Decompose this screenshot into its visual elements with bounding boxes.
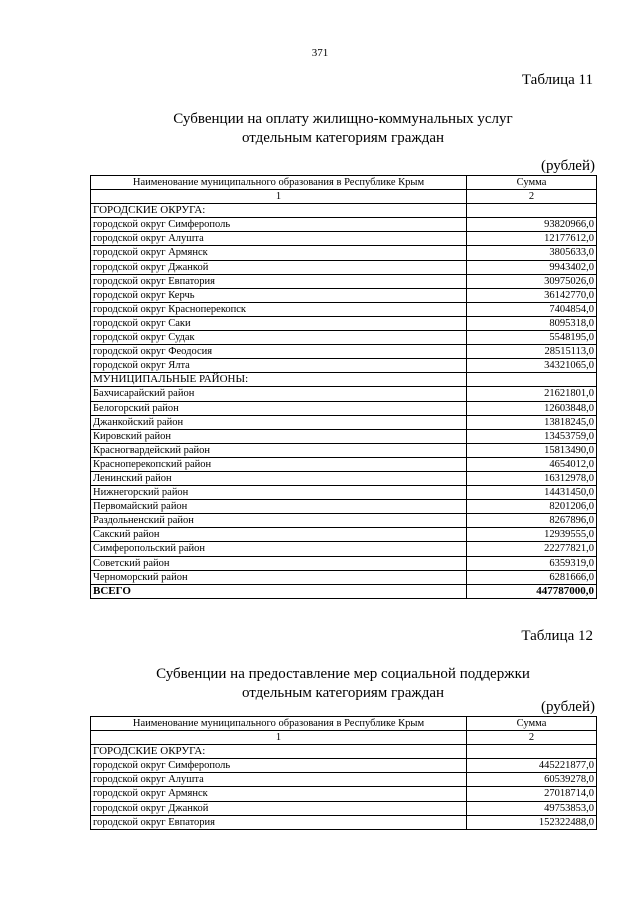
table-row xyxy=(91,359,597,373)
table-row xyxy=(91,246,597,260)
table-12-title xyxy=(90,665,596,703)
row-name: городской округ Алушта xyxy=(91,232,467,246)
row-amount: 27018714,0 xyxy=(467,787,597,801)
row-name: городской округ Армянск xyxy=(91,246,467,260)
table-row xyxy=(91,401,597,415)
section-label: МУНИЦИПАЛЬНЫЕ РАЙОНЫ: xyxy=(91,373,467,387)
column-header-name: Наименование муниципального образования в Республике Крым xyxy=(91,176,467,190)
table-11-label: Таблица 11 xyxy=(521,72,593,88)
row-amount: 49753853,0 xyxy=(467,801,597,815)
row-name: городской округ Керчь xyxy=(91,288,467,302)
section-label: ГОРОДСКИЕ ОКРУГА: xyxy=(91,204,467,218)
table-11-title xyxy=(90,110,596,148)
row-amount: 93820966,0 xyxy=(467,218,597,232)
column-number-2: 2 xyxy=(467,731,597,745)
row-amount: 21621801,0 xyxy=(467,387,597,401)
row-amount: 152322488,0 xyxy=(467,815,597,829)
total-row xyxy=(91,584,597,598)
section-row-cities xyxy=(91,745,597,759)
row-amount: 8201206,0 xyxy=(467,500,597,514)
table-12-unit: (рублей) xyxy=(540,699,595,715)
table-row xyxy=(91,232,597,246)
row-name: городской округ Феодосия xyxy=(91,345,467,359)
table-row xyxy=(91,260,597,274)
table-row xyxy=(91,415,597,429)
row-amount: 12603848,0 xyxy=(467,401,597,415)
table-row xyxy=(91,316,597,330)
table-row xyxy=(91,345,597,359)
column-header-sum: Сумма xyxy=(467,717,597,731)
table-row xyxy=(91,387,597,401)
row-name: Первомайский район xyxy=(91,500,467,514)
table-row xyxy=(91,787,597,801)
column-number-1: 1 xyxy=(91,190,467,204)
row-name: городской округ Симферополь xyxy=(91,759,467,773)
table-11-number-row xyxy=(91,190,597,204)
row-name: Бахчисарайский район xyxy=(91,387,467,401)
table-12-label: Таблица 12 xyxy=(521,628,593,644)
row-amount: 6359319,0 xyxy=(467,556,597,570)
row-amount: 34321065,0 xyxy=(467,359,597,373)
row-amount: 5548195,0 xyxy=(467,331,597,345)
page-number: 371 xyxy=(311,47,329,59)
section-row-districts xyxy=(91,373,597,387)
table-12-number-row xyxy=(91,731,597,745)
row-name: Кировский район xyxy=(91,429,467,443)
row-amount: 445221877,0 xyxy=(467,759,597,773)
table-row xyxy=(91,218,597,232)
table-row xyxy=(91,815,597,829)
table-row xyxy=(91,570,597,584)
row-amount: 14431450,0 xyxy=(467,486,597,500)
table-row xyxy=(91,500,597,514)
row-amount: 8095318,0 xyxy=(467,316,597,330)
column-header-sum: Сумма xyxy=(467,176,597,190)
row-name: городской округ Джанкой xyxy=(91,801,467,815)
table-row xyxy=(91,457,597,471)
row-amount: 4654012,0 xyxy=(467,457,597,471)
row-amount: 12177612,0 xyxy=(467,232,597,246)
row-amount: 36142770,0 xyxy=(467,288,597,302)
row-amount: 28515113,0 xyxy=(467,345,597,359)
row-name: Сакский район xyxy=(91,528,467,542)
table-row xyxy=(91,759,597,773)
row-amount: 13453759,0 xyxy=(467,429,597,443)
row-name: Белогорский район xyxy=(91,401,467,415)
total-amount: 447787000,0 xyxy=(467,584,597,598)
table-row xyxy=(91,331,597,345)
row-name: Советский район xyxy=(91,556,467,570)
row-name: городской округ Алушта xyxy=(91,773,467,787)
table-11-title-line-2: отдельным категориям граждан xyxy=(241,130,445,146)
row-amount: 9943402,0 xyxy=(467,260,597,274)
table-row xyxy=(91,486,597,500)
table-12-title-line-1: Субвенции на предоставление мер социальной поддержки xyxy=(156,666,530,682)
row-name: Черноморский район xyxy=(91,570,467,584)
table-row xyxy=(91,274,597,288)
table-12-title-line-2: отдельным категориям граждан xyxy=(241,685,445,701)
row-name: городской округ Евпатория xyxy=(91,815,467,829)
section-label: ГОРОДСКИЕ ОКРУГА: xyxy=(91,745,467,759)
row-name: Красногвардейский район xyxy=(91,443,467,457)
row-amount: 6281666,0 xyxy=(467,570,597,584)
row-amount: 22277821,0 xyxy=(467,542,597,556)
row-name: Джанкойский район xyxy=(91,415,467,429)
table-row xyxy=(91,542,597,556)
row-name: Красноперекопский район xyxy=(91,457,467,471)
row-name: городской округ Армянск xyxy=(91,787,467,801)
row-amount: 13818245,0 xyxy=(467,415,597,429)
total-label: ВСЕГО xyxy=(91,584,467,598)
row-name: Ленинский район xyxy=(91,471,467,485)
row-name: Раздольненский район xyxy=(91,514,467,528)
row-name: Симферопольский район xyxy=(91,542,467,556)
table-12-header-row xyxy=(91,717,597,731)
table-11-header-row xyxy=(91,176,597,190)
table-row xyxy=(91,302,597,316)
table-12 xyxy=(90,716,597,830)
row-amount: 15813490,0 xyxy=(467,443,597,457)
column-number-2: 2 xyxy=(467,190,597,204)
row-name: городской округ Евпатория xyxy=(91,274,467,288)
row-name: городской округ Симферополь xyxy=(91,218,467,232)
table-row xyxy=(91,471,597,485)
table-row xyxy=(91,773,597,787)
row-name: городской округ Джанкой xyxy=(91,260,467,274)
row-name: городской округ Саки xyxy=(91,316,467,330)
table-row xyxy=(91,429,597,443)
row-amount: 7404854,0 xyxy=(467,302,597,316)
column-header-name: Наименование муниципального образования в Республике Крым xyxy=(91,717,467,731)
row-amount: 12939555,0 xyxy=(467,528,597,542)
row-name: городской округ Судак xyxy=(91,331,467,345)
row-amount: 3805633,0 xyxy=(467,246,597,260)
table-row xyxy=(91,528,597,542)
table-11-unit: (рублей) xyxy=(540,158,595,174)
section-row-cities xyxy=(91,204,597,218)
row-amount: 16312978,0 xyxy=(467,471,597,485)
table-row xyxy=(91,443,597,457)
row-name: Нижнегорский район xyxy=(91,486,467,500)
table-11-title-line-1: Субвенции на оплату жилищно-коммунальных услуг xyxy=(173,111,513,127)
row-amount: 30975026,0 xyxy=(467,274,597,288)
column-number-1: 1 xyxy=(91,731,467,745)
row-amount: 60539278,0 xyxy=(467,773,597,787)
table-row xyxy=(91,801,597,815)
table-row xyxy=(91,556,597,570)
table-11 xyxy=(90,175,597,599)
table-row xyxy=(91,288,597,302)
row-amount: 8267896,0 xyxy=(467,514,597,528)
row-name: городской округ Ялта xyxy=(91,359,467,373)
row-name: городской округ Красноперекопск xyxy=(91,302,467,316)
table-row xyxy=(91,514,597,528)
